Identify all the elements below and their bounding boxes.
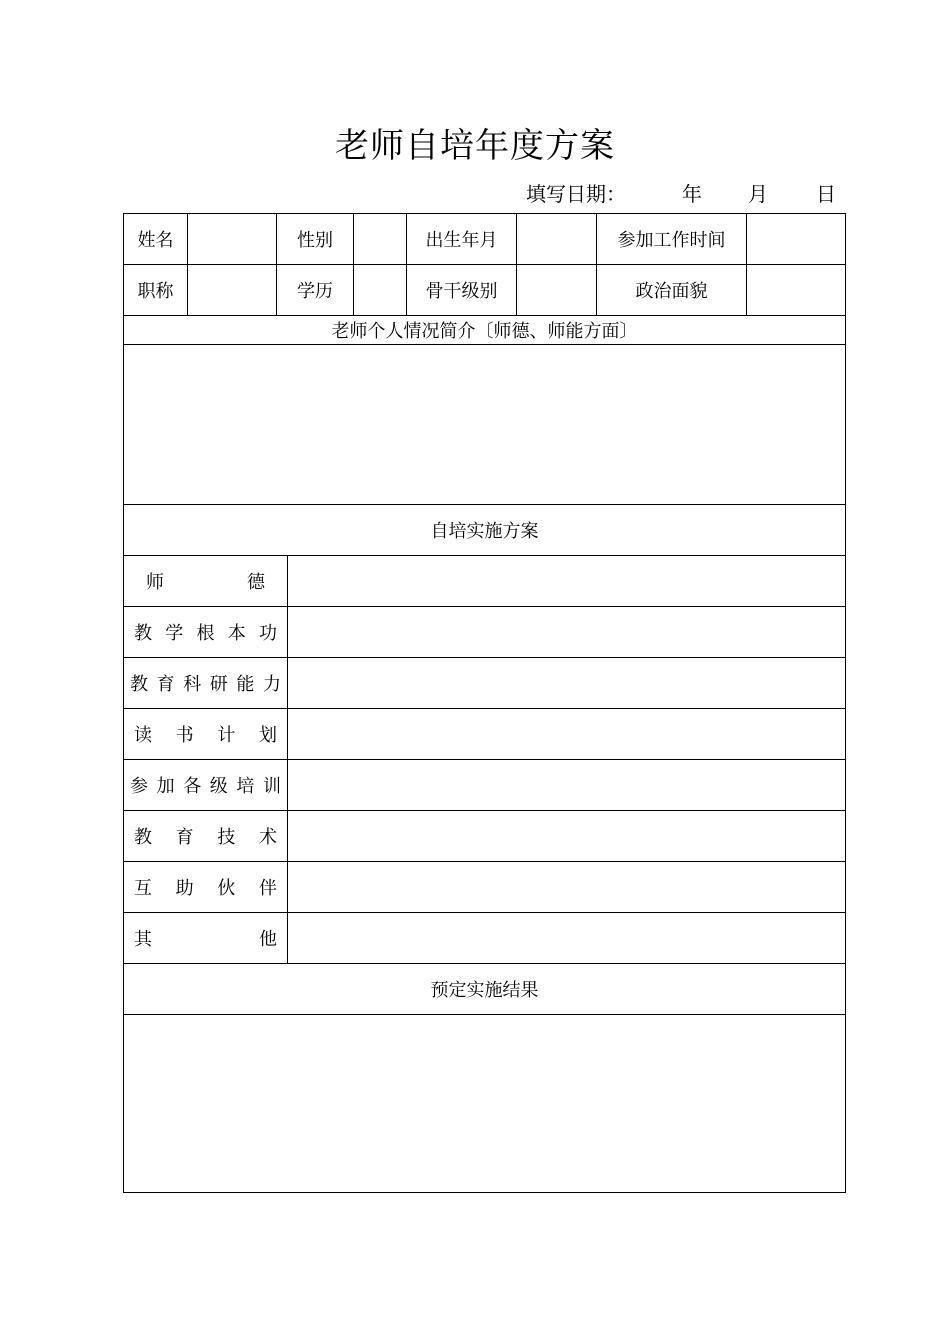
year-label: 年 <box>682 182 702 206</box>
edu-tech-field[interactable] <box>288 811 846 862</box>
plan-row <box>124 607 846 658</box>
training-field[interactable] <box>288 760 846 811</box>
plan-row <box>124 913 846 964</box>
ethics-label: 师 德 <box>124 556 288 607</box>
month-label: 月 <box>748 182 768 206</box>
result-field[interactable] <box>124 1015 846 1193</box>
info-row-1 <box>124 214 846 265</box>
mutual-partner-field[interactable] <box>288 862 846 913</box>
edu-tech-label: 教育技术 <box>124 811 288 862</box>
name-field[interactable] <box>188 214 277 265</box>
work-start-label: 参加工作时间 <box>597 214 747 265</box>
fill-date-label: 填写日期： <box>526 182 626 206</box>
teaching-basics-field[interactable] <box>288 607 846 658</box>
plan-row <box>124 862 846 913</box>
other-field[interactable] <box>288 913 846 964</box>
training-label: 参加各级培训 <box>124 760 288 811</box>
result-header-row <box>124 964 846 1015</box>
birth-date-field[interactable] <box>517 214 597 265</box>
research-ability-label: 教育科研能力 <box>124 658 288 709</box>
backbone-level-field[interactable] <box>517 265 597 316</box>
self-training-form <box>123 213 846 1193</box>
other-label: 其 他 <box>124 913 288 964</box>
intro-field[interactable] <box>124 345 846 505</box>
day-label: 日 <box>816 182 836 206</box>
work-start-field[interactable] <box>747 214 846 265</box>
info-row-2 <box>124 265 846 316</box>
birth-date-label: 出生年月 <box>407 214 517 265</box>
page-title: 老师自培年度方案 <box>335 126 615 166</box>
intro-content-row <box>124 345 846 505</box>
result-content-row <box>124 1015 846 1193</box>
mutual-partner-label: 互助伙伴 <box>124 862 288 913</box>
intro-header-row <box>124 316 846 345</box>
name-label: 姓名 <box>124 214 188 265</box>
plan-header-row <box>124 505 846 556</box>
education-field[interactable] <box>354 265 407 316</box>
plan-row <box>124 760 846 811</box>
plan-row <box>124 556 846 607</box>
job-title-label: 职称 <box>124 265 188 316</box>
research-ability-field[interactable] <box>288 658 846 709</box>
plan-row <box>124 811 846 862</box>
plan-header: 自培实施方案 <box>124 505 846 556</box>
ethics-field[interactable] <box>288 556 846 607</box>
political-status-label: 政治面貌 <box>597 265 747 316</box>
result-header: 预定实施结果 <box>124 964 846 1015</box>
education-label: 学历 <box>277 265 354 316</box>
plan-row <box>124 709 846 760</box>
gender-label: 性别 <box>277 214 354 265</box>
reading-plan-label: 读书计划 <box>124 709 288 760</box>
political-status-field[interactable] <box>747 265 846 316</box>
reading-plan-field[interactable] <box>288 709 846 760</box>
intro-header: 老师个人情况简介〔师德、师能方面〕 <box>124 316 846 345</box>
plan-row <box>124 658 846 709</box>
gender-field[interactable] <box>354 214 407 265</box>
job-title-field[interactable] <box>188 265 277 316</box>
backbone-level-label: 骨干级别 <box>407 265 517 316</box>
teaching-basics-label: 教学根本功 <box>124 607 288 658</box>
